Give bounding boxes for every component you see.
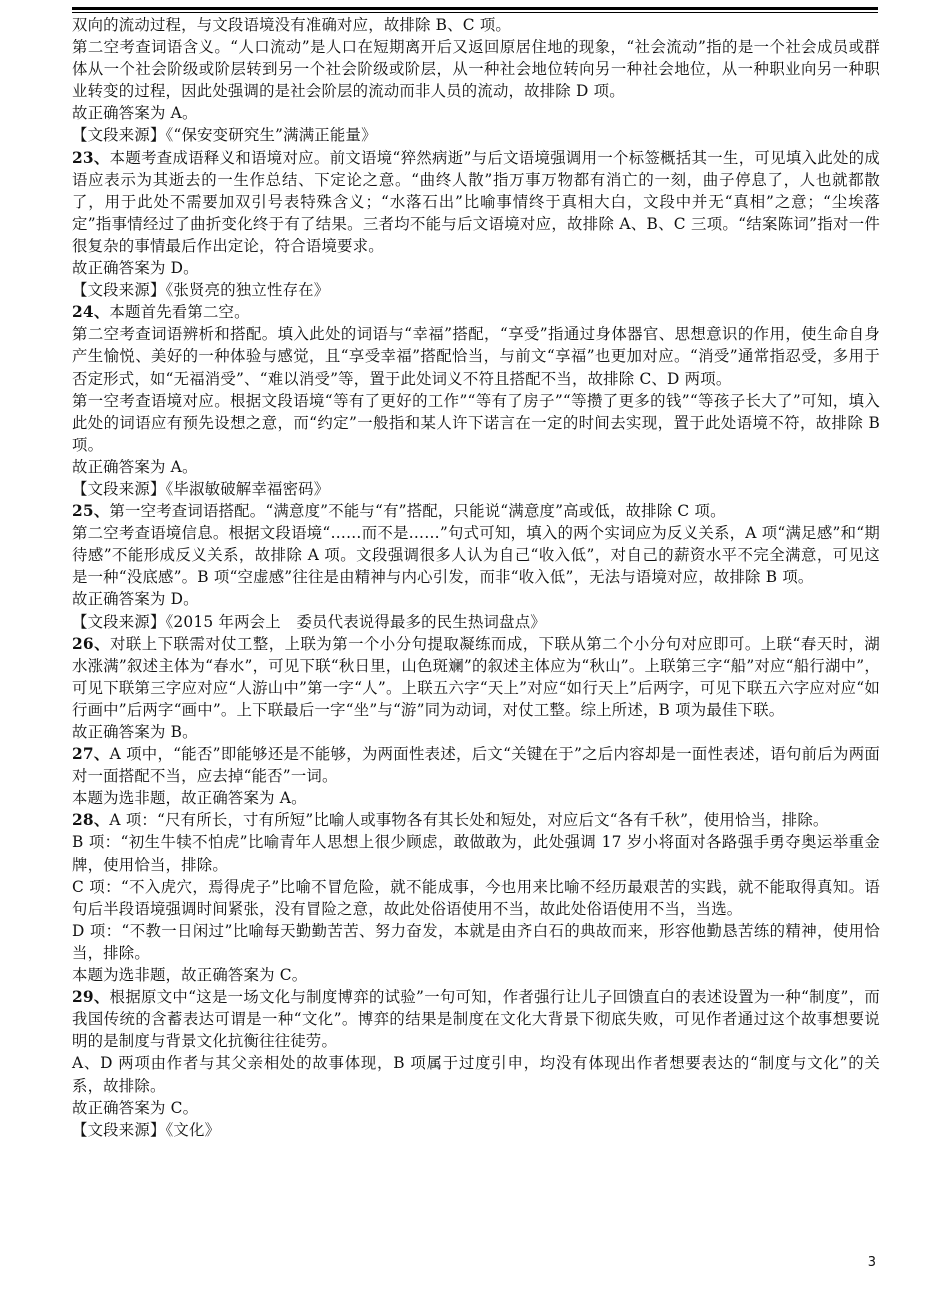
paragraph	[72, 323, 880, 389]
paragraph-text: D 项：“不教一日闲过”比喻每天勤勤苦苦、努力奋发，本就是由齐白石的典故而来，形容他勤恳苦练的精神，使用恰当，排除。	[72, 921, 880, 962]
paragraph-text: 【文段来源】《张贤亮的独立性存在》	[72, 281, 330, 300]
paragraph-text: 本题首先看第二空。	[109, 303, 250, 322]
paragraph	[72, 478, 880, 500]
question-number: 29、	[72, 988, 110, 1007]
paragraph-text: 本题考查成语释义和语境对应。前文语境“猝然病逝”与后文语境强调用一个标签概括其一生，可见填入此处的成语应表示为其逝去的一生作总结、下定论之意。“曲终人散”指万事万物都有消亡的一刻，曲子停息了，人也就都散了，用于此处不需要加双引号表特殊含义；“水落石出”比喻事情终于真相大白，文段中并无“真相”之意；“尘埃落定”指事情经过了曲折变化终于有了结果。三者均不能与后文语境对应，故排除 A、B、C 三项。“结案陈词”指对一件很复杂的事情最后作出定论，符合语境要求。	[72, 148, 880, 255]
paragraph	[72, 279, 880, 301]
paragraph-text: 第一空考查词语搭配。“满意度”不能与“有”搭配，只能说“满意度”高或低，故排除 C 项。	[109, 502, 726, 521]
paragraph	[72, 1097, 880, 1119]
paragraph	[72, 301, 880, 323]
paragraph-text: 第二空考查词语辨析和搭配。填入此处的词语与“幸福”搭配，“享受”指通过身体器官、思想意识的作用，使生命自身产生愉悦、美好的一种体验与感觉，且“享受幸福”搭配恰当，与前文“享福”也更加对应。“消受”通常指忍受，多用于否定形式，如“无福消受”、“难以消受”等，置于此处词义不符且搭配不当，故排除 C、D 两项。	[72, 325, 880, 388]
paragraph	[72, 633, 880, 721]
paragraph	[72, 876, 880, 920]
paragraph-text: 故正确答案为 A。	[72, 104, 198, 123]
question-number: 23、	[72, 148, 110, 167]
paragraph-text: 故正确答案为 C。	[72, 1098, 199, 1117]
paragraph	[72, 14, 880, 36]
question-number: 25、	[72, 502, 110, 521]
paragraph-text: 【文段来源】《“保安变研究生”满满正能量》	[72, 126, 377, 145]
paragraph	[72, 611, 880, 633]
paragraph-text: 第二空考查词语含义。“人口流动”是人口在短期离开后又返回原居住地的现象，“社会流动”指的是一个社会成员或群体从一个社会阶级或阶层转到另一个社会阶级或阶层，从一种社会地位转向另一种社会地位，从一种职业向另一种职业转变的过程，因此处强调的是社会阶层的流动而非人员的流动，故排除 D 项。	[72, 38, 880, 101]
paragraph	[72, 124, 880, 146]
paragraph	[72, 721, 880, 743]
paragraph-text: 故正确答案为 A。	[72, 457, 198, 476]
question-number: 28、	[72, 811, 110, 830]
paragraph	[72, 522, 880, 588]
paragraph-text: 本题为选非题，故正确答案为 A。	[72, 789, 307, 808]
paragraph-text: A 项：“尺有所长，寸有所短”比喻人或事物各有其长处和短处，对应后文“各有千秋”，使用恰当，排除。	[109, 811, 829, 830]
paragraph-text: 根据原文中“这是一场文化与制度博弈的试验”一句可知，作者强行让儿子回馈直白的表述设置为一种“制度”，而我国传统的含蓄表达可谓是一种“文化”。博弈的结果是制度在文化大背景下彻底失败，可见作者通过这个故事想要说明的是制度与背景文化抗衡往往徒劳。	[72, 988, 880, 1051]
paragraph-text: 本题为选非题，故正确答案为 C。	[72, 966, 308, 985]
paragraph	[72, 147, 880, 257]
paragraph	[72, 102, 880, 124]
paragraph-text: 第一空考查语境对应。根据文段语境“等有了更好的工作”“等有了房子”“等攒了更多的钱”“等孩子长大了”可知，填入此处的词语应有预先设想之意，而“约定”一般指和某人许下诺言在一定的时间去实现，置于此处语境不符，故排除 B 项。	[72, 391, 880, 454]
question-number: 24、	[72, 303, 110, 322]
paragraph-text: A 项中，“能否”即能够还是不能够，为两面性表述，后文“关键在于”之后内容却是一面性表述，语句前后为两面对一面搭配不当，应去掉“能否”一词。	[72, 745, 880, 786]
paragraph-text: 双向的流动过程，与文段语境没有准确对应，故排除 B、C 项。	[72, 16, 512, 34]
paragraph	[72, 1052, 880, 1096]
question-number: 27、	[72, 745, 110, 764]
paragraph	[72, 809, 880, 831]
paragraph-text: 【文段来源】《文化》	[72, 1120, 221, 1139]
paragraph-text: 【文段来源】《2015 年两会上 委员代表说得最多的民生热词盘点》	[72, 612, 546, 631]
paragraph	[72, 831, 880, 875]
paragraph	[72, 500, 880, 522]
question-number: 26、	[72, 634, 110, 653]
header-rule-thin	[72, 12, 878, 13]
paragraph	[72, 743, 880, 787]
paragraph	[72, 390, 880, 456]
paragraph	[72, 257, 880, 279]
paragraph	[72, 36, 880, 102]
paragraph	[72, 920, 880, 964]
paragraph-text: 【文段来源】《毕淑敏破解幸福密码》	[72, 479, 330, 498]
page-number: 3	[867, 1255, 876, 1270]
paragraph-text: 故正确答案为 D。	[72, 259, 199, 278]
paragraph-text: 故正确答案为 B。	[72, 723, 198, 741]
paragraph	[72, 986, 880, 1052]
paragraph-text: B 项：“初生牛犊不怕虎”比喻青年人思想上很少顾虑，敢做敢为，此处强调 17 岁小将面对各路强手勇夺奥运举重金牌，使用恰当，排除。	[72, 833, 880, 874]
paragraph-text: 对联上下联需对仗工整，上联为第一个小分句提取凝练而成，下联从第二个小分句对应即可。上联“春天时，湖水涨满”叙述主体为“春水”，可见下联“秋日里，山色斑斓”的叙述主体应为“秋山”。上联第三字“船”对应“船行湖中”，可见下联第三字应对应“人游山中”第一字“人”。上联五六字“天上”对应“如行天上”后两字，可见下联五六字应对应“如行画中”后两字“画中”。上下联最后一字“坐”与“游”同为动词，对仗工整。综上所述，B 项为最佳下联。	[72, 634, 880, 719]
paragraph	[72, 964, 880, 986]
paragraph-text: 故正确答案为 D。	[72, 590, 199, 609]
paragraph	[72, 1119, 880, 1141]
document-body	[72, 14, 880, 1141]
paragraph	[72, 588, 880, 610]
paragraph-text: C 项：“不入虎穴，焉得虎子”比喻不冒危险，就不能成事，今也用来比喻不经历最艰苦的实践，就不能取得真知。语句后半段语境强调时间紧张，没有冒险之意，故此处俗语使用不当，故此处俗语使用不当，当选。	[72, 877, 880, 918]
header-rule-thick	[72, 7, 878, 10]
paragraph-text: A、D 两项由作者与其父亲相处的故事体现，B 项属于过度引申，均没有体现出作者想要表达的“制度与文化”的关系，故排除。	[72, 1054, 880, 1095]
paragraph	[72, 456, 880, 478]
paragraph-text: 第二空考查语境信息。根据文段语境“……而不是……”句式可知，填入的两个实词应为反义关系，A 项“满足感”和“期待感”不能形成反义关系，故排除 A 项。文段强调很多人认为自己“收入低”，对自己的薪资水平不完全满意，可见这是一种“没底感”。B 项“空虚感”往往是由精神与内心引发，而非“收入低”，无法与语境对应，故排除 B 项。	[72, 524, 880, 587]
paragraph	[72, 787, 880, 809]
